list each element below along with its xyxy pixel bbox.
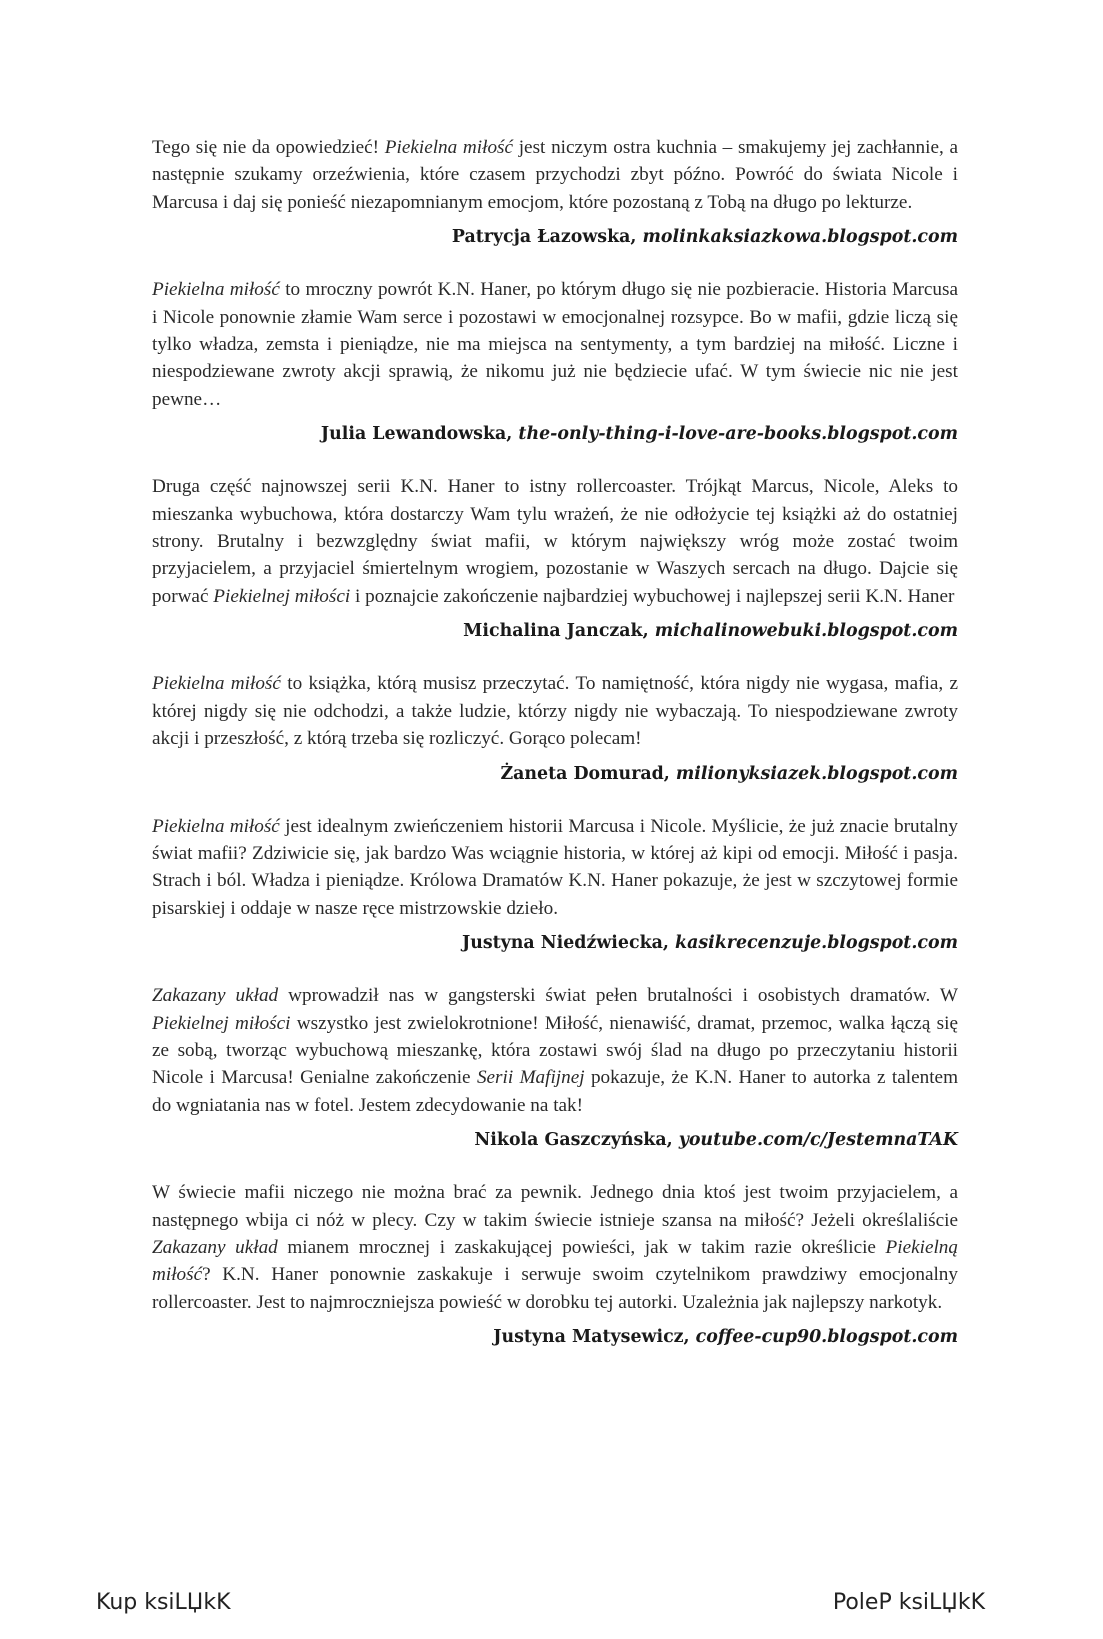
reviewer-blog: the-only-thing-i-love-are-books.blogspot.com <box>518 424 958 445</box>
review-text: Piekielna miłość to mroczny powrót K.N. Haner, po którym długo się nie pozbieracie. Historia Marcusa i Nicole ponownie złamie Wam serce i pozostawi w emocjonalnej rozsypce. Bo w mafii, gdzie liczą się tylko władza, zemsta i pieniądze, nie ma miejsca na sentymenty, a tym bardziej na miłość. Liczne i niespodziewane zwroty akcji sprawią, że nikomu już nie będziecie ufać. W tym świecie nic nie jest pewne… <box>152 279 959 410</box>
recommend-book-link[interactable]: PoleP ksiLЏkK <box>832 1590 985 1615</box>
review-3 <box>152 473 958 644</box>
review-text: Piekielna miłość jest idealnym zwieńczeniem historii Marcusa i Nicole. Myślicie, że już znacie brutalny świat mafii? Zdziwicie się, jak bardzo Was wciągnie historia, w której aż kipi od emocji. Miłość i pasja. Strach i ból. Władza i pieniądze. Królowa Dramatów K.N. Haner pokazuje, że jest w szczytowej formie pisarskiej i oddaje w nasze ręce mistrzowskie dzieło. <box>152 815 958 919</box>
reviewer-blog: milionyksiazek.blogspot.com <box>675 763 958 784</box>
review-signature <box>152 1324 958 1350</box>
reviewer-name: Justyna Matysewicz, <box>493 1327 690 1348</box>
reviewer-name: Michalina Janczak, <box>463 621 649 642</box>
reviewer-name: Nikola Gaszczyńska, <box>474 1130 673 1151</box>
reviewer-name: Patrycja Łazowska, <box>451 227 637 248</box>
review-text: Zakazany układ wprowadził nas w gangsterski świat pełen brutalności i osobistych dramatów. W Piekielnej miłości wszystko jest zwielokrotnione! Miłość, nienawiść, dramat, przemoc, walka łączą się ze sobą, tworząc wybuchową mieszankę, która zostawi swój ślad na długo po przeczytaniu historii Nicole i Marcusa! Genialne zakończenie Serii Mafijnej pokazuje, że K.N. Haner to autorka z talentem do wgniatania nas w fotel. Jestem zdecydowanie na tak! <box>152 985 958 1116</box>
reviewer-blog: michalinowebuki.blogspot.com <box>654 621 958 642</box>
review-text: W świecie mafii niczego nie można brać za pewnik. Jednego dnia ktoś jest twoim przyjacielem, a następnego wbija ci nóż w plecy. Czy w takim świecie istnieje szansa na miłość? Jeżeli określaliście Zakazany układ mianem mrocznej i zaskakującej powieści, jak w takim razie określicie Piekielną miłość? K.N. Haner ponownie zaskakuje i serwuje swoim czytelnikom prawdziwy emocjonalny rollercoaster. Jest to najmroczniejsza powieść w dorobku tej autorki. Uzależnia jak najlepszy narkotyk. <box>152 1182 958 1313</box>
reviewer-blog: molinkaksiazkowa.blogspot.com <box>642 227 958 248</box>
review-signature <box>152 421 958 447</box>
review-text: Druga część najnowszej serii K.N. Haner to istny rollercoaster. Trójkąt Marcus, Nicole, Aleks to mieszanka wybuchowa, która dostarczy Wam tylu wrażeń, że nie odłożycie tej książki aż do ostatniej strony. Brutalny i bezwzględny świat mafii, w którym największy wróg może zostać twoim przyjacielem, a przyjaciel śmiertelnym wrogiem, pozostanie w Waszych sercach na długo. Dajcie się porwać Piekielnej miłości i poznajcie zakończenie najbardziej wybuchowej i najlepszej serii K.N. Haner <box>152 476 958 607</box>
review-signature <box>152 930 958 956</box>
review-signature <box>152 1127 958 1153</box>
review-text: Tego się nie da opowiedzieć! Piekielna miłość jest niczym ostra kuchnia – smakujemy jej zachłannie, a następnie szukamy orzeźwienia, które czasem przychodzi zbyt późno. Powróć do świata Nicole i Marcusa i daj się ponieść niezapomnianym emocjom, które pozostaną z Tobą na długo po lekturze. <box>152 137 959 213</box>
review-signature <box>152 224 958 250</box>
review-text: Piekielna miłość to książka, którą musisz przeczytać. To namiętność, która nigdy nie wygasa, mafia, z której nigdy się nie odchodzi, a także ludzie, którzy nigdy nie wybaczają. To niespodziewane zwroty akcji i przeszłość, z którą trzeba się rozliczyć. Gorąco polecam! <box>152 673 958 750</box>
review-2 <box>152 276 958 447</box>
reviewer-blog: youtube.com/c/JestemnaTAK <box>678 1130 958 1151</box>
reviews-page <box>152 134 958 1376</box>
reviewer-blog: coffee-cup90.blogspot.com <box>695 1327 958 1348</box>
buy-book-link[interactable]: Kup ksiLЏkK <box>96 1590 231 1615</box>
review-6 <box>152 982 958 1153</box>
review-4 <box>152 670 958 786</box>
reviewer-blog: kasikrecenzuje.blogspot.com <box>675 933 958 954</box>
review-1 <box>152 134 958 250</box>
reviewer-name: Żaneta Domurad, <box>500 763 670 784</box>
reviewer-name: Justyna Niedźwiecka, <box>461 933 669 954</box>
reviewer-name: Julia Lewandowska, <box>320 424 513 445</box>
review-7 <box>152 1179 958 1350</box>
review-5 <box>152 813 958 957</box>
review-signature <box>152 761 958 787</box>
review-signature <box>152 618 958 644</box>
